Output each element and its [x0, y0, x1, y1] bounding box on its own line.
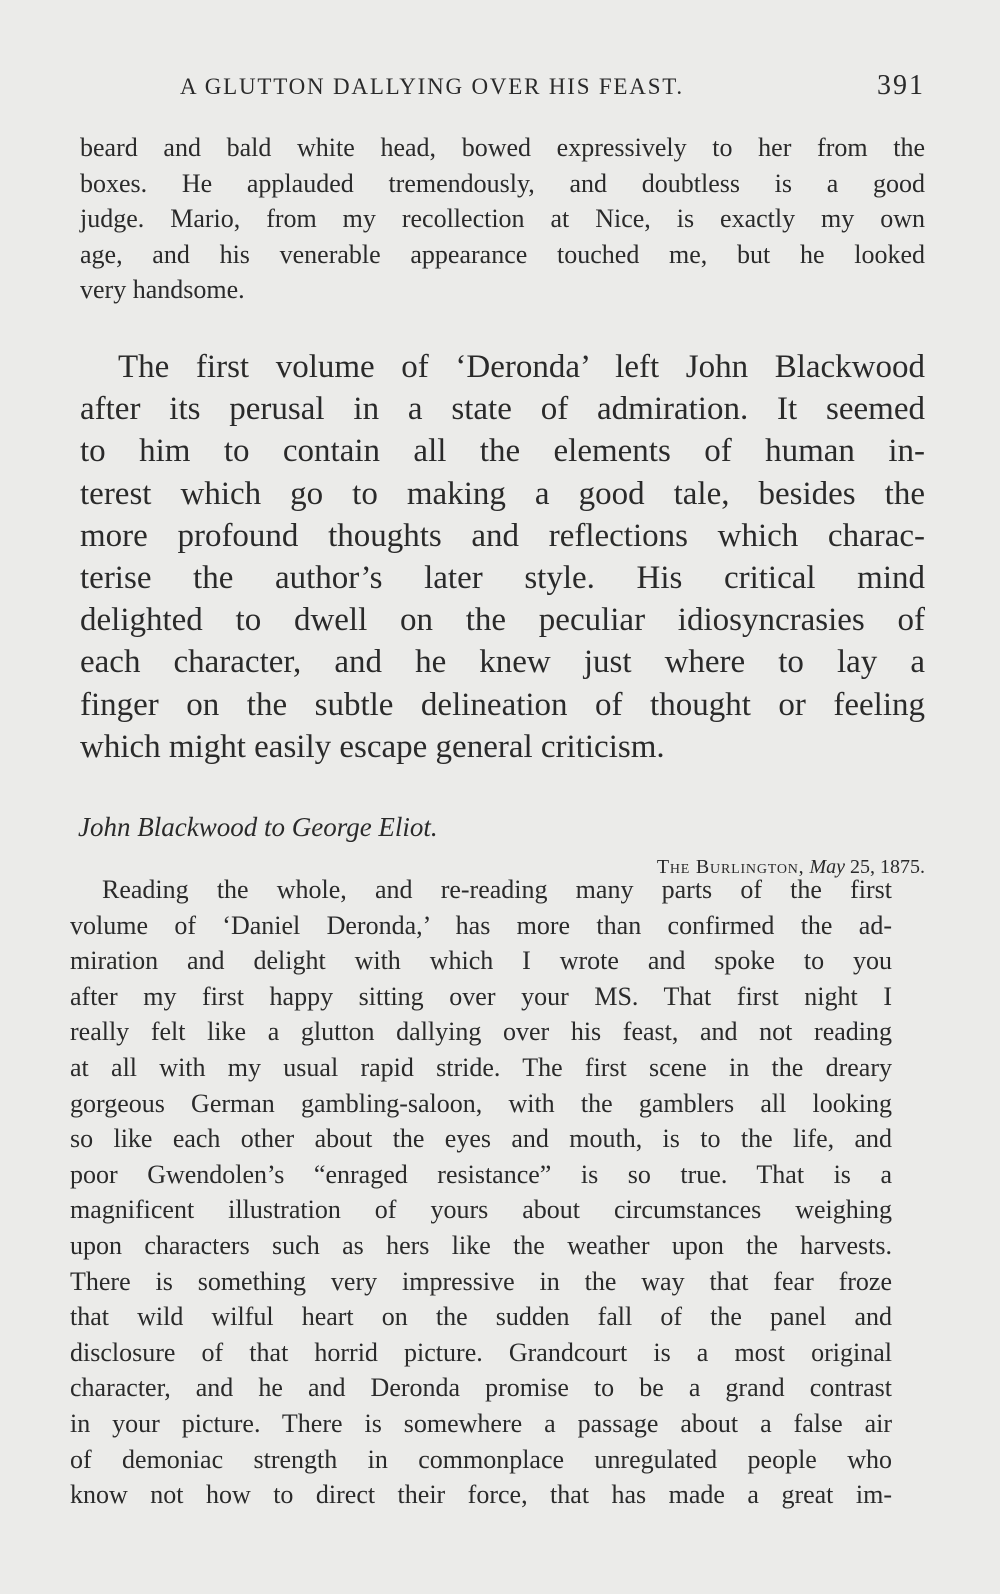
dateline-place: The Burlington,	[656, 856, 805, 878]
text-line: at all with my usual rapid stride. The first scene in the dreary	[70, 1052, 892, 1082]
text-line: character, and he and Deronda promise to be a grand contrast	[70, 1373, 892, 1403]
letter-heading: John Blackwood to George Eliot.	[78, 812, 438, 842]
narrative-paragraph	[80, 346, 925, 768]
text-line: so like each other about the eyes and mouth, is to the life, and	[70, 1124, 892, 1154]
paragraph-continued	[80, 130, 925, 308]
text-line: of demoniac strength in commonplace unregulated people who	[70, 1444, 892, 1474]
text-line: finger on the subtle delineation of thought or feeling	[80, 686, 925, 723]
text-line: to him to contain all the elements of human in-	[80, 433, 925, 470]
text-line: magnificent illustration of yours about circumstances weighing	[70, 1195, 892, 1225]
text-line: really felt like a glutton dallying over his feast, and not reading	[70, 1017, 892, 1047]
running-title: A GLUTTON DALLYING OVER HIS FEAST.	[180, 74, 684, 99]
running-head	[180, 70, 925, 102]
text-line: Reading the whole, and re-reading many parts of the first	[102, 875, 892, 904]
text-line: terise the author’s later style. His critical mind	[80, 560, 925, 597]
text-line: The first volume of ‘Deronda’ left John Blackwood	[118, 349, 925, 385]
dateline-date: 25, 1875.	[850, 856, 925, 878]
text-line: each character, and he knew just where to lay a	[80, 644, 925, 681]
text-line: very handsome.	[80, 275, 245, 305]
letter-body	[70, 872, 892, 1513]
page-number: 391	[877, 70, 925, 101]
text-line: gorgeous German gambling-saloon, with the gamblers all looking	[70, 1088, 892, 1118]
text-line: upon characters such as hers like the weather upon the harvests.	[70, 1230, 892, 1260]
text-line: beard and bald white head, bowed expressively to her from the	[80, 133, 925, 162]
text-line: volume of ‘Daniel Deronda,’ has more than confirmed the ad-	[70, 910, 892, 940]
text-line: know not how to direct their force, that has made a great im-	[70, 1480, 892, 1510]
text-line: judge. Mario, from my recollection at Nice, is exactly my own	[80, 204, 925, 234]
text-line: boxes. He applauded tremendously, and doubtless is a good	[80, 168, 925, 198]
text-line: terest which go to making a good tale, besides the	[80, 475, 925, 512]
text-line: in your picture. There is somewhere a passage about a false air	[70, 1408, 892, 1438]
text-line: delighted to dwell on the peculiar idiosyncrasies of	[80, 602, 925, 639]
text-line: miration and delight with which I wrote and spoke to you	[70, 946, 892, 976]
text-line: after its perusal in a state of admiration. It seemed	[80, 391, 925, 428]
dateline-month: May	[809, 856, 845, 878]
text-line: There is something very impressive in the way that fear froze	[70, 1266, 892, 1296]
text-line: more profound thoughts and reflections which charac-	[80, 517, 925, 554]
text-line: which might easily escape general criticism.	[80, 728, 665, 765]
text-line: age, and his venerable appearance touched me, but he looked	[80, 239, 925, 269]
text-line: that wild wilful heart on the sudden fall of the panel and	[70, 1302, 892, 1332]
text-line: disclosure of that horrid picture. Grandcourt is a most original	[70, 1337, 892, 1367]
text-line: after my first happy sitting over your MS. That first night I	[70, 981, 892, 1011]
text-line: poor Gwendolen’s “enraged resistance” is so true. That is a	[70, 1159, 892, 1189]
